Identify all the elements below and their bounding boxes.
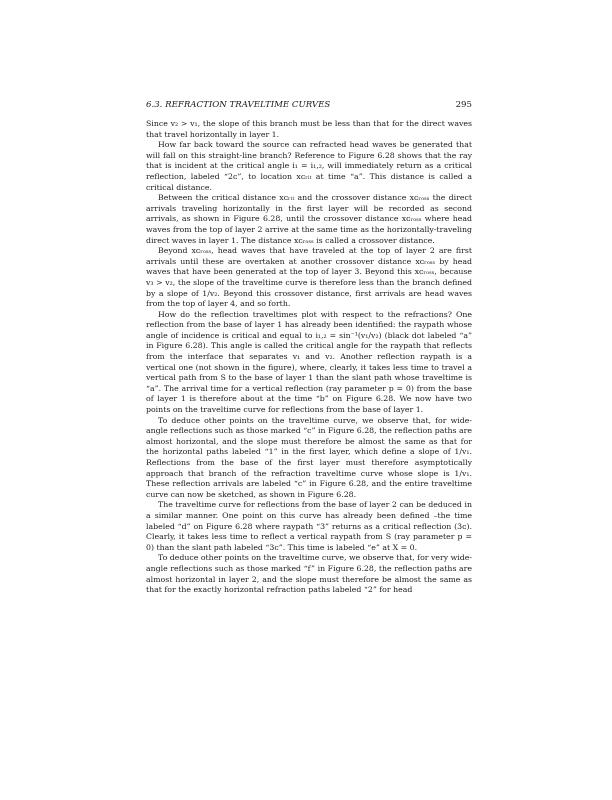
paragraph: How do the reflection traveltimes plot with respect to the refractions? One reflection from the base of layer 1 has already been identified: the raypath whose angle of incidence is critical and equal to i₁,₂ = sin⁻¹(v₁/v₂) (black dot labeled “a” in Figure 6.28). This angle is called the critical angle for the raypath that reflects from the interface that separates v₁ and v₂. Another reflection raypath is a vertical one (not shown in the figure), where, clearly, it takes less time to travel a vertical path from S to the base of layer 1 than the slant path whose traveltime is “a”. The arrival time for a vertical reflection (ray parameter p = 0) from the base of layer 1 is therefore about at the time “b” on Figure 6.28. We now have two points on the traveltime curve for reflections from the base of layer 1. [146,309,472,415]
running-header [146,100,472,110]
paragraph: How far back toward the source can refracted head waves be generated that will fall on this straight-line branch? Reference to Figure 6.28 shows that the ray that is incident at the critical angle i₁ = i₁,₂, will immediately return as a critical reflection, labeled “2ᴄ”, to location xᴄᵣᵢₜ at time “a”. This distance is called a critical distance. [146,140,472,192]
paragraph: Between the critical distance xᴄᵣᵢₜ and the crossover distance xᴄᵣₒₛₛ the direct arrivals traveling horizontally in the first layer will be recorded as second arrivals, as shown in Figure 6.28, until the crossover distance xᴄᵣₒₛₛ where head waves from the top of layer 2 arrive at the same time as the horizontally-traveling direct waves in layer 1. The distance xᴄᵣₒₛₛ is called a crossover distance. [146,193,472,245]
page-number: 295 [455,100,472,110]
paragraph: The traveltime curve for reflections from the base of layer 2 can be deduced in a similar manner. One point on this curve has already been defined –the time labeled “d” on Figure 6.28 where raypath “3” returns as a critical reflection (3ᴄ). Clearly, it takes less time to reflect a vertical raypath from S (ray parameter p = 0) than the slant path labeled “3ᴄ”. This time is labeled “e” at X = 0. [146,500,472,552]
section-title: 6.3. REFRACTION TRAVELTIME CURVES [146,100,331,110]
body-text [146,119,472,596]
paragraph: Since v₂ > v₁, the slope of this branch must be less than that for the direct waves that travel horizontally in layer 1. [146,119,472,139]
page [146,100,472,596]
paragraph: To deduce other points on the traveltime curve, we observe that, for wide-angle reflections such as those marked “c” in Figure 6.28, the reflection paths are almost horizontal, and the slope must therefore be almost the same as that for the horizontal paths labeled “1” in the first layer, which define a slope of 1/v₁. Reflections from the base of the first layer must therefore asymptotically approach that branch of the refraction traveltime curve whose slope is 1/v₁. These reflection arrivals are labeled “c” in Figure 6.28, and the entire traveltime curve can now be sketched, as shown in Figure 6.28. [146,415,472,499]
paragraph: To deduce other points on the traveltime curve, we observe that, for very wide-angle reflections such as those marked “f” in Figure 6.28, the reflection paths are almost horizontal in layer 2, and the slope must therefore be almost the same as that for the exactly horizontal refraction paths labeled “2” for head [146,553,472,595]
paragraph: Beyond xᴄᵣₒₛₛ, head waves that have traveled at the top of layer 2 are first arrivals until these are overtaken at another crossover distance xᴄᵣₒₛₛ by head waves that have been generated at the top of layer 3. Beyond this xᴄᵣₒₛₛ, because v₃ > v₂, the slope of the traveltime curve is therefore less than the branch defined by a slope of 1/v₂. Beyond this crossover distance, first arrivals are head waves from the top of layer 4, and so forth. [146,246,472,309]
